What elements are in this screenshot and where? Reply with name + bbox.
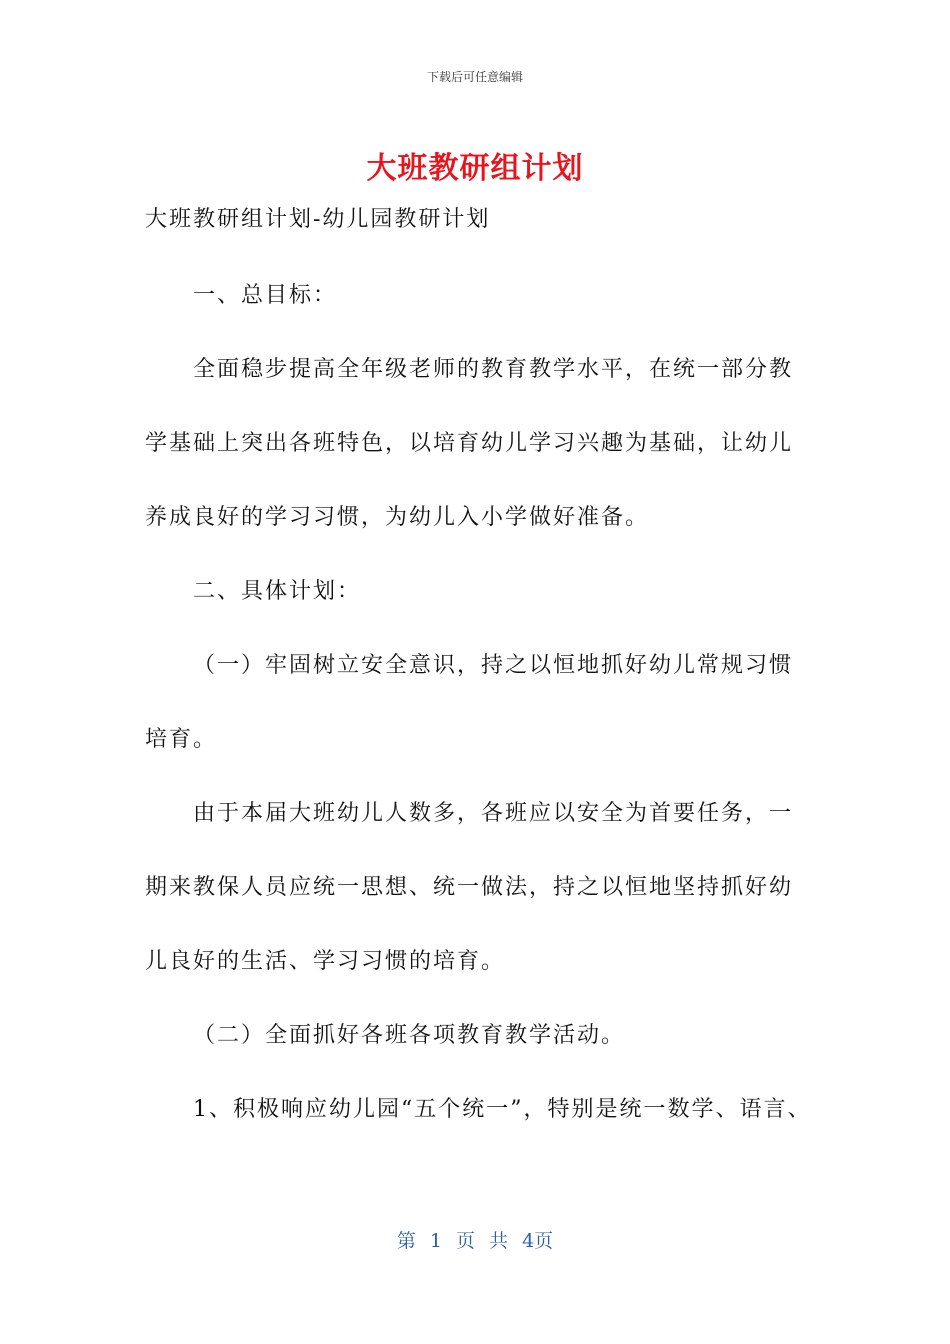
paragraph-line: 1、积极响应幼儿园“五个统一”，特别是统一数学、语言、 [193,1097,812,1122]
header-note: 下载后可任意编辑 [426,70,523,84]
section-heading-plan: 二、具体计划： [193,579,362,604]
paragraph-line: 养成良好的学习习惯，为幼儿入小学做好准备。 [145,505,650,530]
subtitle-line: 大班教研组计划-幼儿园教研计划 [145,207,491,232]
page-number-footer: 第 1 页 共 4页 [396,1230,554,1252]
paragraph-line: （一）牢固树立安全意识，持之以恒地抓好幼儿常规习惯 [193,653,794,678]
paragraph-line: 学基础上突出各班特色，以培育幼儿学习兴趣为基础，让幼儿 [145,431,794,456]
paragraph-line: 由于本届大班幼儿人数多，各班应以安全为首要任务，一 [193,801,794,826]
paragraph-line: 培育。 [145,727,218,752]
document-title: 大班教研组计划 [366,151,584,186]
paragraph-line: 全面稳步提高全年级老师的教育教学水平，在统一部分教 [193,357,794,382]
paragraph-line: 期来教保人员应统一思想、统一做法，持之以恒地坚持抓好幼 [145,875,794,900]
section-heading-goal: 一、总目标： [193,283,338,308]
paragraph-line: 儿良好的生活、学习习惯的培育。 [145,949,506,974]
paragraph-line: （二）全面抓好各班各项教育教学活动。 [193,1023,626,1048]
